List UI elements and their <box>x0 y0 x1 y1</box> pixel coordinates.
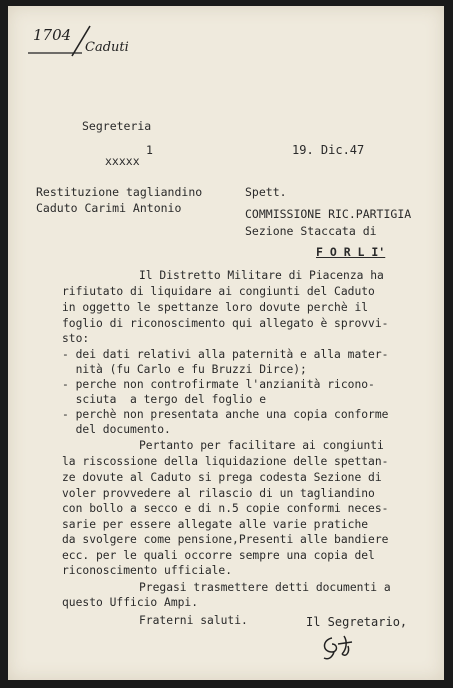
office-label: Segreteria <box>82 119 152 133</box>
body-line: con bollo a secco e di n.5 copie conformi neces- <box>62 502 389 515</box>
body-line: ecc. per le quali occorre sempre una copia del <box>62 549 375 562</box>
signature-title: Il Segretario, <box>306 615 408 629</box>
margin-note-word: Caduti <box>85 40 129 55</box>
letter-page <box>8 6 444 680</box>
handwritten-signature <box>318 632 362 662</box>
body-line: del documento. <box>62 423 171 436</box>
protocol-number: xxxxx <box>105 154 140 168</box>
body-line: sarie per essere allegate alle varie pratiche <box>62 518 369 531</box>
body-line: nità (fu Carlo e fu Bruzzi Dirce); <box>62 363 307 376</box>
addressee-line-2: Sezione Staccata di <box>245 224 377 238</box>
body-line: sto: <box>62 332 90 345</box>
subject-line-2: Caduto Carimi Antonio <box>36 201 182 215</box>
body-line: in oggetto le spettanze loro dovute perchè il <box>62 301 369 314</box>
subject-line-1: Restituzione tagliandino <box>36 185 203 199</box>
body-line: da svolgere come pensione,Presenti alle bandiere <box>62 533 389 546</box>
margin-note-number: 1704 <box>33 26 72 44</box>
body-line: Fraterni saluti. <box>139 614 248 627</box>
office-number: 1 <box>146 143 153 157</box>
body-line: ze dovute al Caduto si prega codesta Sezione di <box>62 471 382 484</box>
body-line: Il Distretto Militare di Piacenza ha <box>139 269 384 282</box>
body-line: Pertanto per facilitare ai congiunti <box>139 439 384 452</box>
body-line: - perche non controfirmate l'anzianità ricono- <box>62 378 375 391</box>
margin-note-underline <box>26 50 86 56</box>
body-line: voler provvedere al rilascio di un tagliandino <box>62 487 375 500</box>
addressee-city: F O R L I' <box>316 245 386 259</box>
body-line: - perchè non presentata anche una copia conforme <box>62 408 389 421</box>
letter-date: 19. Dic.47 <box>292 143 365 157</box>
addressee-salutation: Spett. <box>245 185 287 199</box>
body-line: Pregasi trasmettere detti documenti a <box>139 581 391 594</box>
addressee-line-1: COMMISSIONE RIC.PARTIGIA <box>245 207 412 221</box>
body-line: questo Ufficio Ampi. <box>62 596 199 609</box>
body-line: riconoscimento ufficiale. <box>62 564 233 577</box>
body-line: - dei dati relativi alla paternità e alla mater- <box>62 348 389 361</box>
body-line: sciuta a tergo del foglio e <box>62 393 267 406</box>
body-line: foglio di riconoscimento qui allegato è sprovvi- <box>62 317 389 330</box>
body-line: la riscossione della liquidazione delle spettan- <box>62 455 389 468</box>
body-line: rifiutato di liquidare ai congiunti del Caduto <box>62 285 375 298</box>
